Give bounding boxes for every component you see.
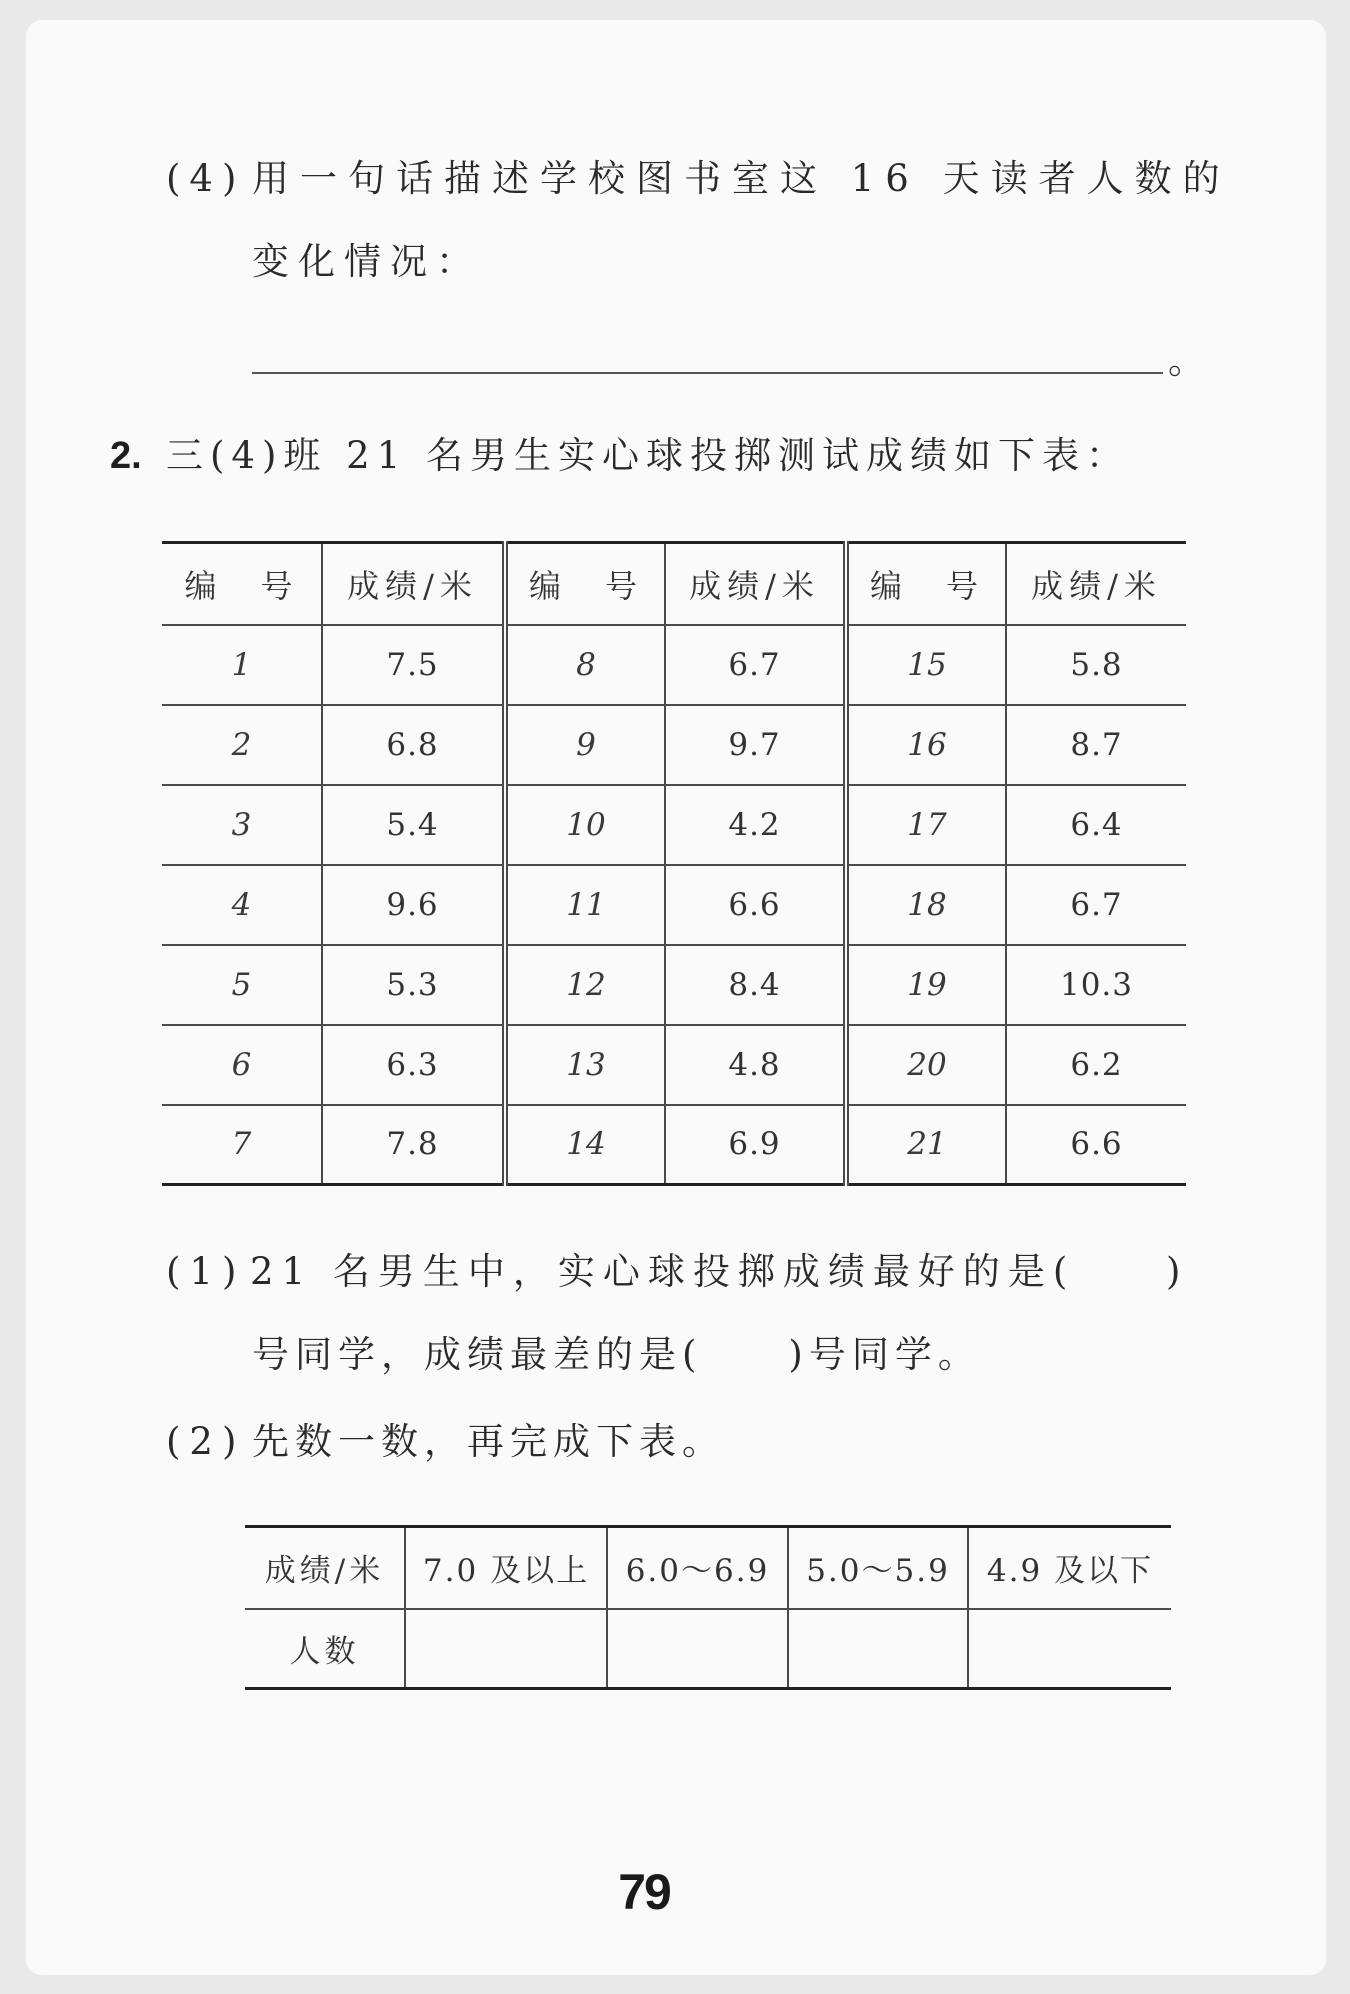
sub-question-1-line2: 号同学，成绩最差的是( )号同学。 (252, 1333, 981, 1376)
table-header-row (245, 1527, 1171, 1609)
score-cell: 5.3 (322, 945, 505, 1025)
header-number: 编 号 (505, 543, 665, 625)
score-cell: 9.6 (322, 865, 505, 945)
table-row (162, 1025, 1186, 1105)
score-cell: 6.2 (1006, 1025, 1186, 1105)
answer-underline (252, 372, 1163, 374)
student-number-cell: 13 (505, 1025, 665, 1105)
student-number-cell: 12 (505, 945, 665, 1025)
table-header-row (162, 543, 1186, 625)
header-score-range: 5.0～5.9 (788, 1527, 968, 1609)
student-number-cell: 10 (505, 785, 665, 865)
question-4-label: (4) (166, 157, 246, 200)
student-number-cell: 11 (505, 865, 665, 945)
question-4-text-line2: 变化情况： (252, 240, 482, 283)
student-number-cell: 9 (505, 705, 665, 785)
header-score: 成绩/米 (1006, 543, 1186, 625)
problem-2-number: 2. (110, 435, 142, 477)
header-score: 成绩/米 (665, 543, 846, 625)
header-score-range: 4.9 及以下 (968, 1527, 1171, 1609)
blank-answer-cell (607, 1609, 788, 1689)
header-score-range-label: 成绩/米 (245, 1527, 405, 1609)
table-row (162, 1105, 1186, 1185)
student-number-cell: 5 (162, 945, 322, 1025)
score-cell: 4.2 (665, 785, 846, 865)
header-number: 编 号 (846, 543, 1006, 625)
score-cell: 6.8 (322, 705, 505, 785)
sub-question-2-label: (2) (166, 1420, 246, 1463)
sub-question-1-label: (1) (166, 1250, 246, 1293)
table-row (162, 785, 1186, 865)
question-4-text-line1: 用一句话描述学校图书室这 16 天读者人数的 (252, 157, 1231, 200)
table-row (162, 865, 1186, 945)
table-row (162, 705, 1186, 785)
sub-question-2-text: 先数一数，再完成下表。 (252, 1420, 725, 1463)
header-number: 编 号 (162, 543, 322, 625)
sub-question-1-close-paren: ) (1166, 1250, 1190, 1293)
sub-question-1-line1: 21 名男生中，实心球投掷成绩最好的是( (250, 1250, 1076, 1293)
score-cell: 8.4 (665, 945, 846, 1025)
student-number-cell: 21 (846, 1105, 1006, 1185)
table-row (162, 625, 1186, 705)
header-score-range: 7.0 及以上 (405, 1527, 607, 1609)
blank-answer-cell (968, 1609, 1171, 1689)
score-cell: 4.8 (665, 1025, 846, 1105)
score-cell: 5.8 (1006, 625, 1186, 705)
student-number-cell: 7 (162, 1105, 322, 1185)
student-number-cell: 6 (162, 1025, 322, 1105)
table-row (162, 945, 1186, 1025)
student-number-cell: 14 (505, 1105, 665, 1185)
student-number-cell: 8 (505, 625, 665, 705)
score-cell: 8.7 (1006, 705, 1186, 785)
row-label-count: 人数 (245, 1609, 405, 1689)
student-number-cell: 3 (162, 785, 322, 865)
student-number-cell: 17 (846, 785, 1006, 865)
student-number-cell: 16 (846, 705, 1006, 785)
score-cell: 6.6 (1006, 1105, 1186, 1185)
header-score-range: 6.0～6.9 (607, 1527, 788, 1609)
student-number-cell: 20 (846, 1025, 1006, 1105)
student-number-cell: 1 (162, 625, 322, 705)
score-cell: 5.4 (322, 785, 505, 865)
blank-answer-cell (405, 1609, 607, 1689)
student-number-cell: 19 (846, 945, 1006, 1025)
score-cell: 6.7 (665, 625, 846, 705)
student-number-cell: 15 (846, 625, 1006, 705)
blank-answer-cell (788, 1609, 968, 1689)
answer-end-period: 。 (1168, 339, 1214, 382)
problem-2-title: 三(4)班 21 名男生实心球投掷测试成绩如下表： (166, 434, 1131, 477)
score-cell: 10.3 (1006, 945, 1186, 1025)
score-cell: 7.8 (322, 1105, 505, 1185)
student-number-cell: 4 (162, 865, 322, 945)
score-cell: 7.5 (322, 625, 505, 705)
count-table (245, 1525, 1171, 1690)
student-number-cell: 2 (162, 705, 322, 785)
score-cell: 6.7 (1006, 865, 1186, 945)
score-cell: 9.7 (665, 705, 846, 785)
score-table (162, 541, 1186, 1186)
score-cell: 6.3 (322, 1025, 505, 1105)
score-cell: 6.9 (665, 1105, 846, 1185)
score-cell: 6.4 (1006, 785, 1186, 865)
table-row (245, 1609, 1171, 1689)
page-number: 79 (618, 1864, 670, 1920)
student-number-cell: 18 (846, 865, 1006, 945)
header-score: 成绩/米 (322, 543, 505, 625)
score-cell: 6.6 (665, 865, 846, 945)
